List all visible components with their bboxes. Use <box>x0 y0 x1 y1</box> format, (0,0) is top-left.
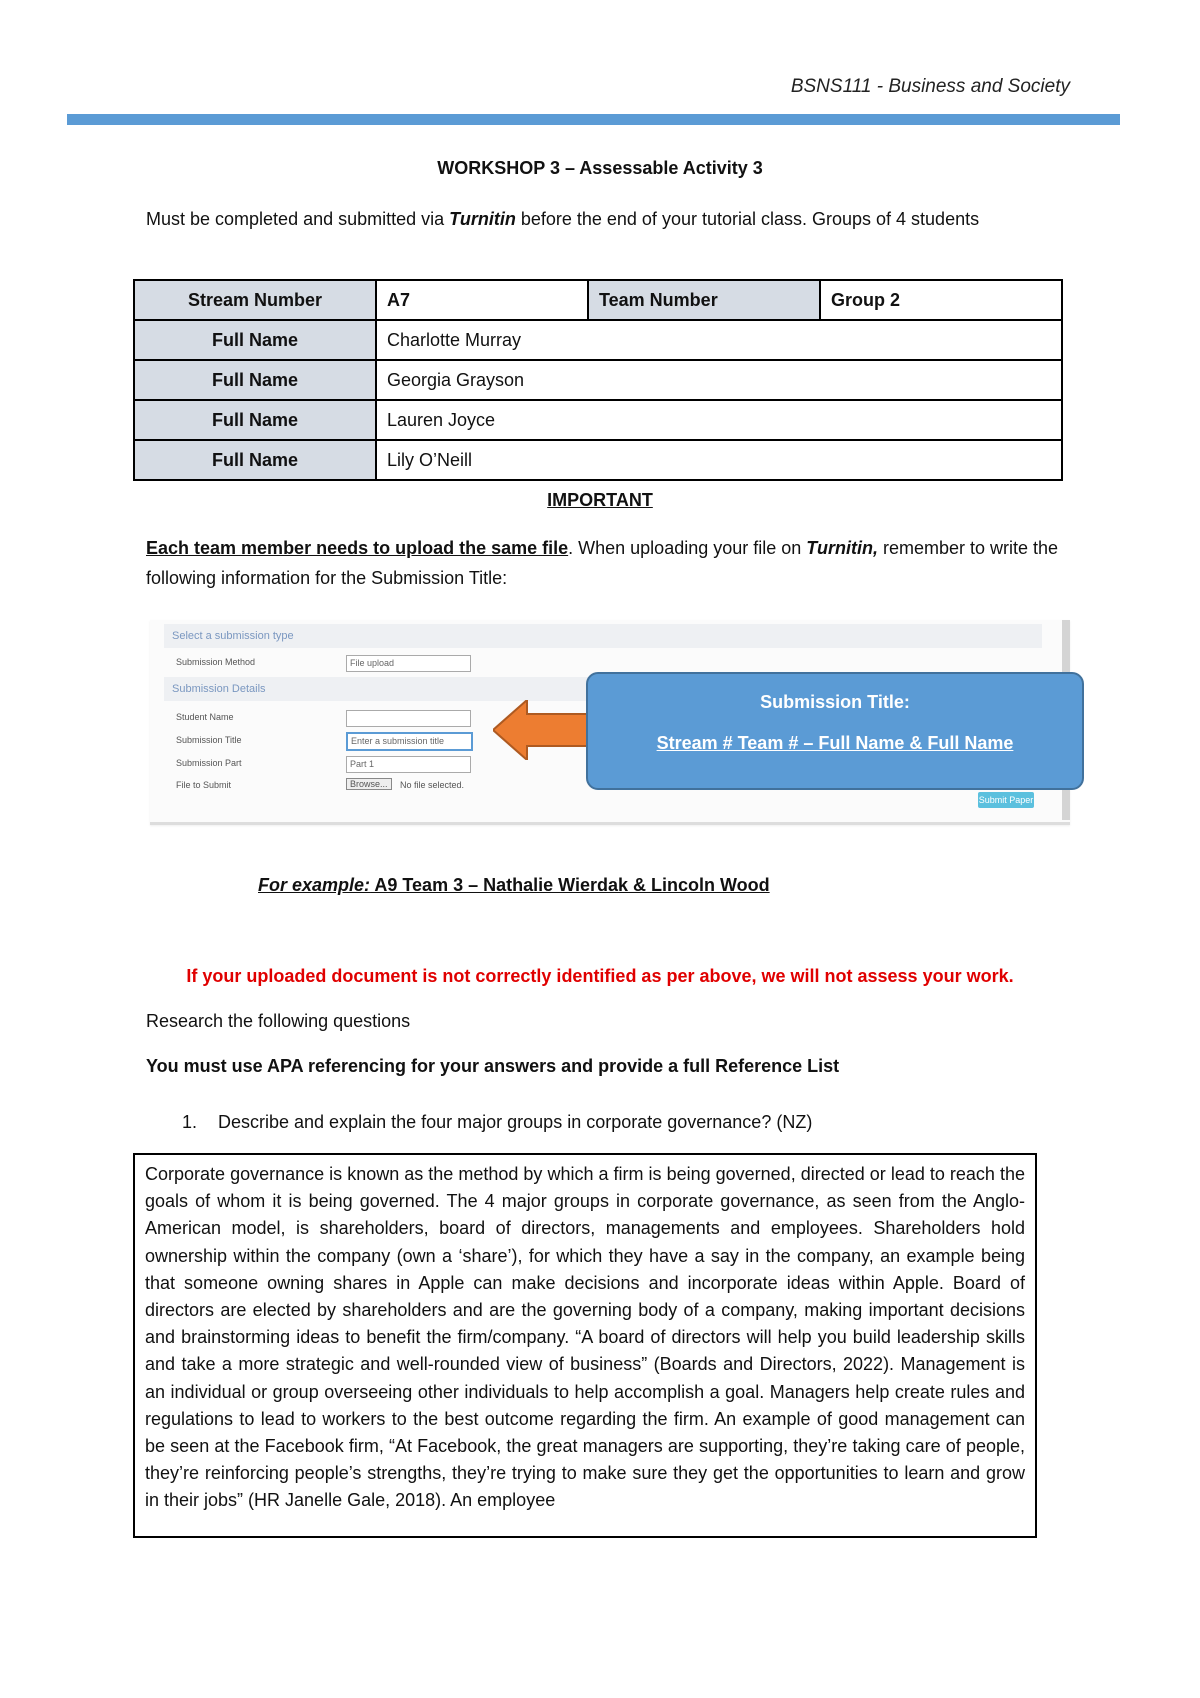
file-note: No file selected. <box>400 780 465 790</box>
example-text: A9 Team 3 – Nathalie Wierdak & Lincoln Wood <box>370 875 770 895</box>
member-label: Full Name <box>134 400 376 440</box>
header-course: BSNS111 - Business and Society <box>790 76 1070 97</box>
important-heading: IMPORTANT <box>547 490 653 510</box>
table-row <box>134 440 1062 480</box>
upload-mid: . When uploading your file on <box>568 538 807 558</box>
page-title: WORKSHOP 3 – Assessable Activity 3 <box>437 158 763 178</box>
callout-format: Stream # Team # – Full Name & Full Name <box>656 733 1014 753</box>
stream-label: Stream Number <box>134 280 376 320</box>
answer-box: Corporate governance is known as the method by which a firm is being governed, directed or lead to reach the goals of whom it is being governed. The 4 major groups in corporate governance, as seen from the Anglo-American model, is shareholders, board of directors, managements and employees. Shareholders hold ownership within the company (own a ‘share’), for which they have a say in the company, an example being that someone owning shares in Apple can make decisions and incorporate ideas within Apple. Board of directors are elected by shareholders and are the governing body of a company, making important decisions and brainstorming ideas to benefit the firm/company. “A board of directors will help you build leadership skills and take a more strategic and well-rounded view of business” (Boards and Directors, 2022). Management is an individual or group overseeing other individuals to help accomplish a goal. Managers help create rules and regulations to lead to workers to the best outcome regarding the firm. An example of good management can be seen at the Facebook firm, “At Facebook, the great managers are supporting, they’re taking care of people, they’re reinforcing people’s strengths, they’re trying to make sure they get the opportunities to learn and grow in their jobs” (HR Janelle Gale, 2018). An employee <box>133 1153 1037 1538</box>
member-name: Lily O’Neill <box>376 440 1062 480</box>
question-1 <box>182 1112 812 1133</box>
header-bar <box>67 114 1120 125</box>
member-label: Full Name <box>134 440 376 480</box>
member-name: Charlotte Murray <box>376 320 1062 360</box>
student-label: Student Name <box>176 712 234 722</box>
method-label: Submission Method <box>176 657 256 667</box>
method-select[interactable]: File upload <box>346 655 471 672</box>
upload-emphasis: Each team member needs to upload the same file <box>146 538 569 558</box>
student-select[interactable] <box>346 710 471 727</box>
member-label: Full Name <box>134 360 376 400</box>
part-select[interactable]: Part 1 <box>346 756 471 773</box>
table-row <box>134 400 1062 440</box>
callout-title: Submission Title: <box>760 692 910 712</box>
upload-platform: Turnitin, <box>806 538 878 558</box>
table-row <box>134 280 1062 320</box>
submission-title-callout <box>586 672 1084 790</box>
example-line <box>258 875 770 896</box>
part-label: Submission Part <box>176 758 242 768</box>
title-label: Submission Title <box>176 735 242 745</box>
table-row <box>134 360 1062 400</box>
browse-button[interactable]: Browse... <box>346 778 392 790</box>
table-row <box>134 320 1062 360</box>
team-value: Group 2 <box>820 280 1062 320</box>
team-label: Team Number <box>588 280 820 320</box>
team-info-table <box>133 279 1063 481</box>
member-name: Lauren Joyce <box>376 400 1062 440</box>
research-text: Research the following questions <box>146 1011 411 1031</box>
submission-details-header: Submission Details <box>164 677 1042 701</box>
member-name: Georgia Grayson <box>376 360 1062 400</box>
apa-note: You must use APA referencing for your answers and provide a full Reference List <box>146 1056 840 1076</box>
arrow-left-icon <box>493 700 593 760</box>
file-label: File to Submit <box>176 780 232 790</box>
intro-before: Must be completed and submitted via <box>146 209 450 229</box>
member-label: Full Name <box>134 320 376 360</box>
upload-end: remember to write the following information for the Submission Title: <box>146 538 1059 588</box>
intro-after: before the end of your tutorial class. Groups of 4 students <box>515 209 980 229</box>
example-lead: For example: <box>258 875 371 895</box>
intro-text <box>146 203 1046 235</box>
stream-value: A7 <box>376 280 588 320</box>
intro-platform: Turnitin <box>449 209 516 229</box>
submit-paper-button[interactable]: Submit Paper <box>978 792 1034 808</box>
question-text: Describe and explain the four major groups in corporate governance? (NZ) <box>218 1112 813 1132</box>
warning-text: If your uploaded document is not correctly identified as per above, we will not assess your work. <box>186 966 1014 986</box>
submission-type-header: Select a submission type <box>164 624 1042 648</box>
upload-instructions <box>146 533 1076 593</box>
question-number: 1. <box>182 1112 198 1132</box>
submission-title-input[interactable]: Enter a submission title <box>346 732 473 751</box>
